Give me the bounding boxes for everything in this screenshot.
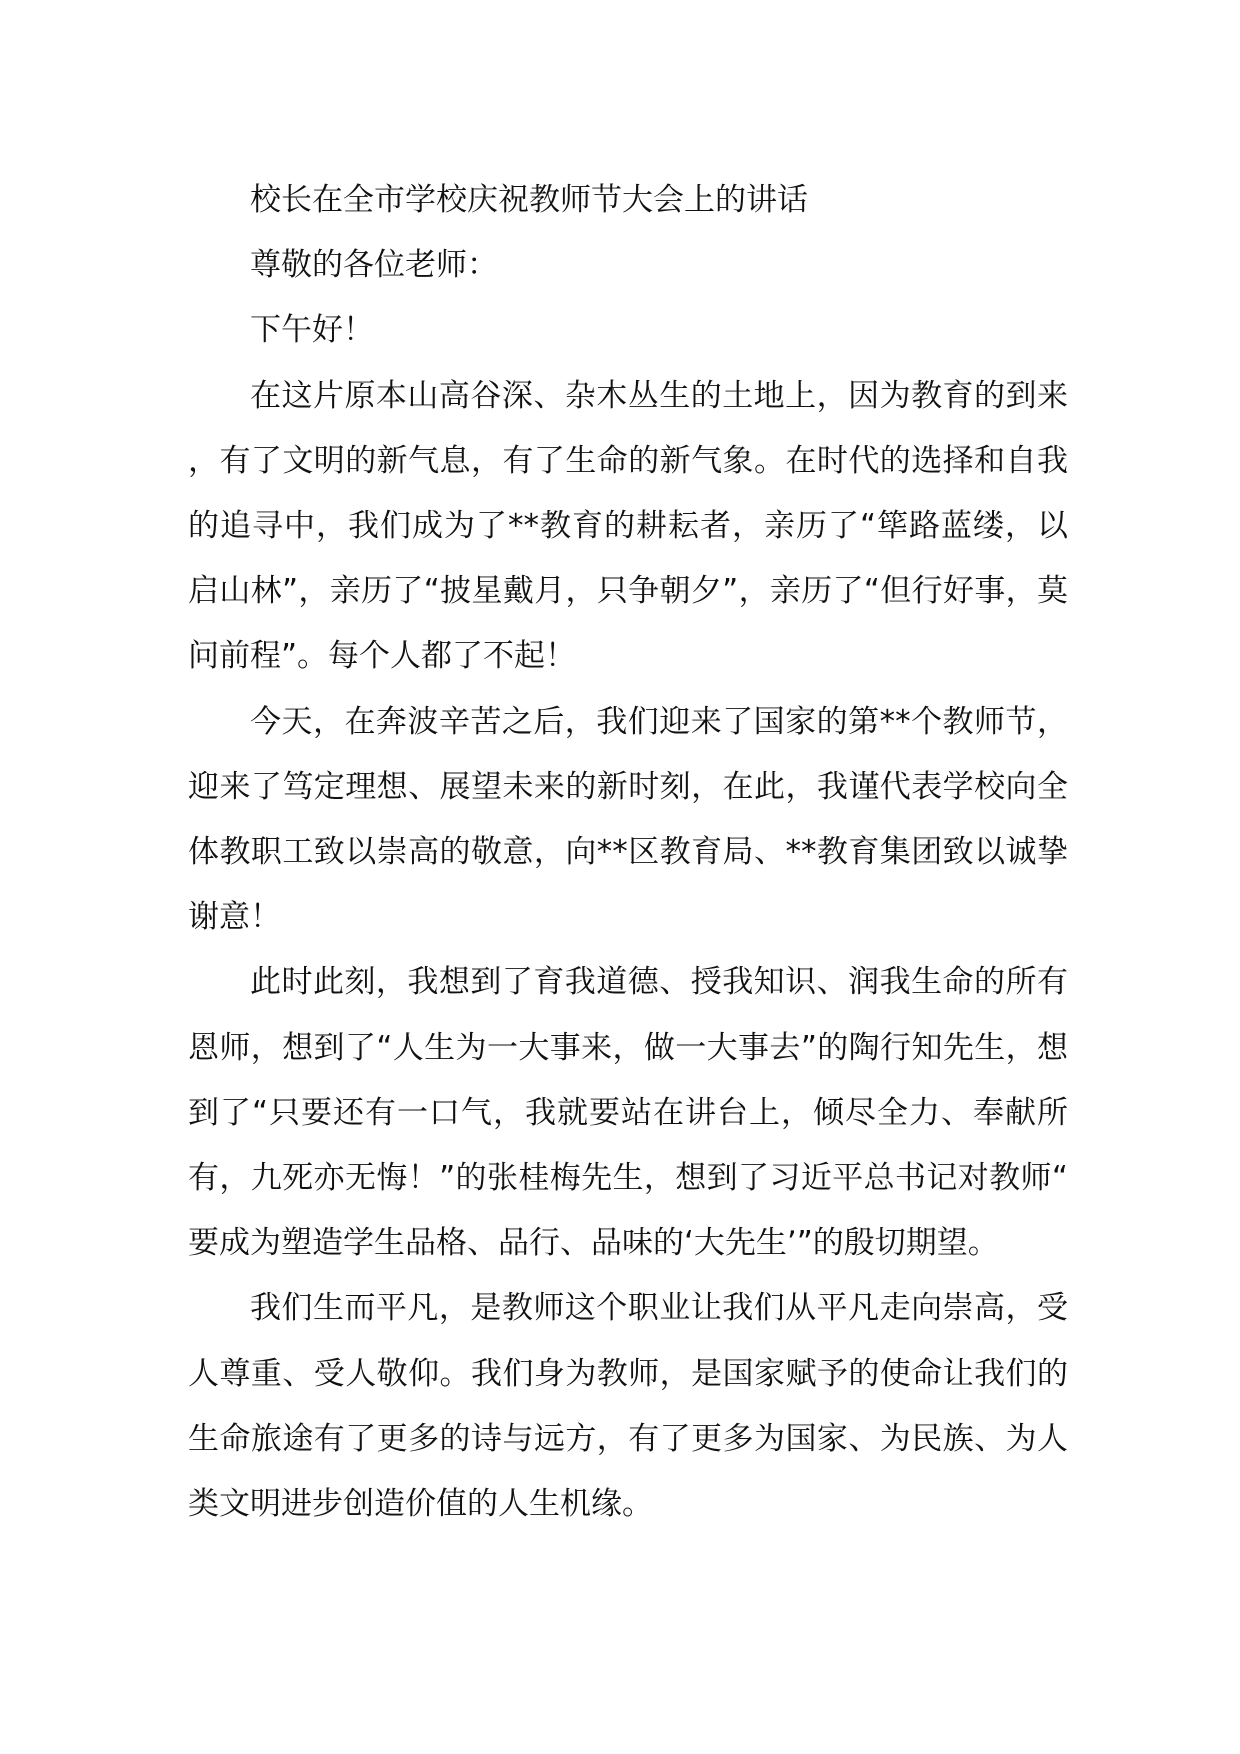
- paragraph: 在这片原本山高谷深、杂木丛生的土地上，因为教育的到来，有了文明的新气息，有了生命的新气象。在时代的选择和自我的追寻中，我们成为了**教育的耕耘者，亲历了“筚路蓝缕，以启山林”，亲历了“披星戴月，只争朝夕”，亲历了“但行好事，莫问前程”。每个人都了不起！: [188, 377, 1068, 675]
- paragraph: 我们生而平凡，是教师这个职业让我们从平凡走向崇高，受人尊重、受人敬仰。我们身为教师，是国家赋予的使命让我们的生命旅途有了更多的诗与远方，有了更多为国家、为民族、为人类文明进步创造价值的人生机缘。: [188, 1290, 1068, 1523]
- salutation: 尊敬的各位老师：: [250, 247, 498, 284]
- document-title: 校长在全市学校庆祝教师节大会上的讲话: [250, 182, 808, 218]
- paragraph: 今天，在奔波辛苦之后，我们迎来了国家的第**个教师节，迎来了笃定理想、展望未来的新时刻，在此，我谨代表学校向全体教职工致以崇高的敬意，向**区教育局、**教育集团致以诚挚谢意！: [188, 703, 1068, 936]
- document-body: [188, 168, 1068, 1537]
- paragraph: 此时此刻，我想到了育我道德、授我知识、润我生命的所有恩师，想到了“人生为一大事来，做一大事去”的陶行知先生，想到了“只要还有一口气，我就要站在讲台上，倾尽全力、奉献所有，九死亦无悔！”的张桂梅先生，想到了习近平总书记对教师“要成为塑造学生品格、品行、品味的‘大先生’”的殷切期望。: [188, 964, 1068, 1262]
- greeting: 下午好！: [250, 312, 374, 349]
